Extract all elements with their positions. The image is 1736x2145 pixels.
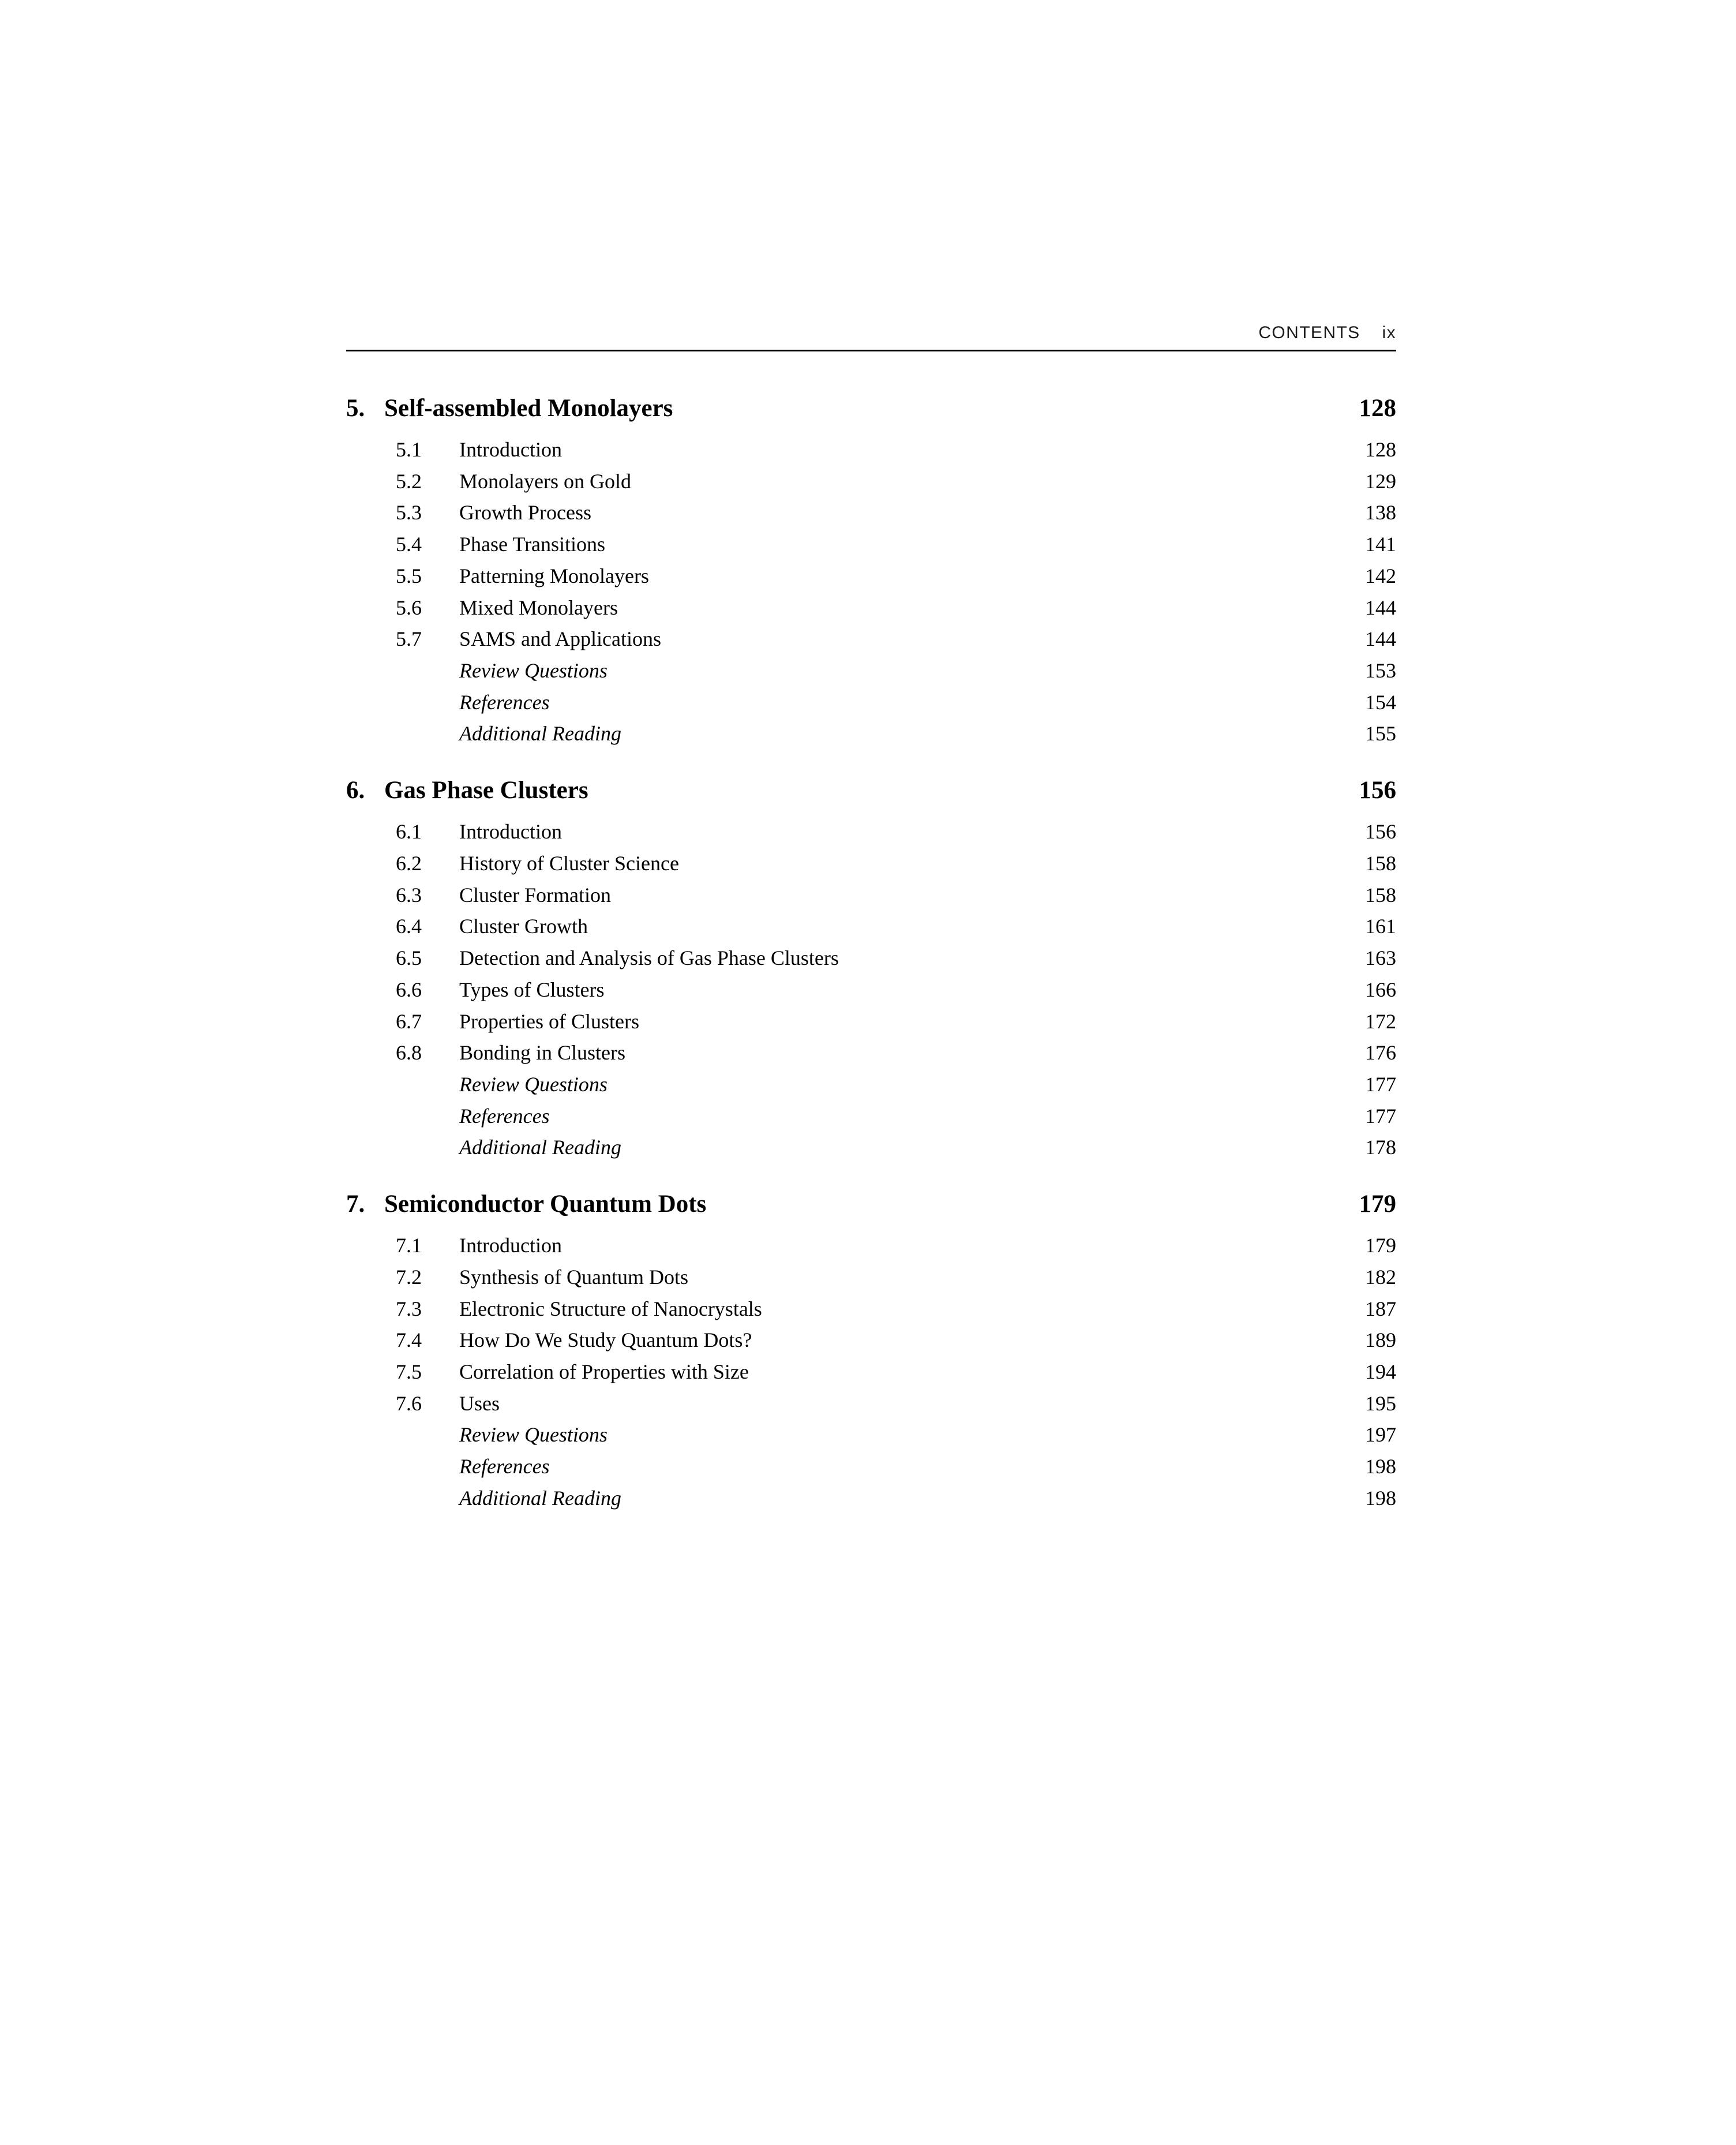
toc-entry-number: 5.5 xyxy=(396,564,422,587)
toc-entry[interactable] xyxy=(346,592,1396,624)
chapter-page-number: 156 xyxy=(1359,777,1396,804)
toc-entry[interactable] xyxy=(346,974,1396,1006)
toc-entry[interactable] xyxy=(346,911,1396,942)
toc-entry[interactable] xyxy=(346,466,1396,497)
table-of-contents xyxy=(346,394,1396,1514)
toc-entry-title: Review Questions xyxy=(459,1072,608,1096)
toc-entry-title: How Do We Study Quantum Dots? xyxy=(459,1328,752,1352)
toc-entry-page-number: 176 xyxy=(1365,1041,1396,1065)
toc-entry-page-number: 172 xyxy=(1365,1009,1396,1033)
toc-entry-page-number: 156 xyxy=(1365,820,1396,844)
toc-content xyxy=(346,323,1396,1541)
toc-entry-page-number: 194 xyxy=(1365,1360,1396,1383)
toc-entry-title: Uses xyxy=(459,1391,500,1415)
chapter-title: Semiconductor Quantum Dots xyxy=(384,1191,707,1218)
toc-entry[interactable] xyxy=(346,1069,1396,1100)
toc-chapter-group xyxy=(346,394,1396,750)
toc-entry-title: Additional Reading xyxy=(459,722,621,746)
running-head xyxy=(346,323,1396,350)
chapter-number: 6. xyxy=(346,777,365,804)
toc-entry[interactable] xyxy=(346,1356,1396,1388)
toc-entry-title: Introduction xyxy=(459,438,562,461)
toc-entry-page-number: 128 xyxy=(1365,438,1396,461)
toc-entry-title: Growth Process xyxy=(459,501,591,525)
toc-entry[interactable] xyxy=(346,1132,1396,1163)
toc-entry-page-number: 197 xyxy=(1365,1423,1396,1447)
toc-entry-title: Additional Reading xyxy=(459,1486,621,1510)
toc-entry-title: Types of Clusters xyxy=(459,978,605,1001)
toc-entry-page-number: 154 xyxy=(1365,690,1396,714)
toc-entry-page-number: 155 xyxy=(1365,722,1396,746)
toc-entry[interactable] xyxy=(346,560,1396,592)
toc-entry[interactable] xyxy=(346,1388,1396,1420)
toc-entry-page-number: 158 xyxy=(1365,883,1396,907)
toc-entry-page-number: 198 xyxy=(1365,1455,1396,1478)
toc-entry-page-number: 129 xyxy=(1365,469,1396,493)
toc-entry-number: 7.5 xyxy=(396,1360,422,1383)
toc-entry-title: Introduction xyxy=(459,1234,562,1257)
toc-entry[interactable] xyxy=(346,942,1396,974)
toc-entry-number: 7.4 xyxy=(396,1328,422,1352)
toc-entry[interactable] xyxy=(346,1419,1396,1451)
toc-entry-page-number: 158 xyxy=(1365,851,1396,875)
toc-entry-title: Electronic Structure of Nanocrystals xyxy=(459,1297,762,1320)
toc-entry-page-number: 179 xyxy=(1365,1234,1396,1257)
chapter-title: Self-assembled Monolayers xyxy=(384,395,673,422)
toc-entry-number: 5.2 xyxy=(396,469,422,493)
running-head-label: CONTENTS xyxy=(1258,323,1360,342)
chapter-number: 7. xyxy=(346,1191,365,1218)
chapter-page-number: 128 xyxy=(1359,395,1396,422)
toc-entry-page-number: 178 xyxy=(1365,1136,1396,1159)
toc-entry-number: 7.3 xyxy=(396,1297,422,1320)
toc-entry[interactable] xyxy=(346,718,1396,750)
toc-entry-number: 6.8 xyxy=(396,1041,422,1065)
toc-entry-page-number: 144 xyxy=(1365,627,1396,651)
toc-chapter-heading[interactable] xyxy=(346,1190,1396,1218)
toc-entry-page-number: 187 xyxy=(1365,1297,1396,1320)
toc-entry[interactable] xyxy=(346,623,1396,655)
toc-entry-page-number: 182 xyxy=(1365,1265,1396,1289)
chapter-number: 5. xyxy=(346,395,365,422)
toc-entry-number: 7.6 xyxy=(396,1391,422,1415)
toc-entry-number: 5.7 xyxy=(396,627,422,651)
toc-entry-title: References xyxy=(459,690,550,714)
toc-entry-title: Review Questions xyxy=(459,659,608,683)
toc-entry-page-number: 142 xyxy=(1365,564,1396,587)
toc-chapter-heading[interactable] xyxy=(346,394,1396,422)
toc-entry-page-number: 195 xyxy=(1365,1391,1396,1415)
toc-entry-page-number: 141 xyxy=(1365,533,1396,556)
toc-entry-page-number: 177 xyxy=(1365,1104,1396,1128)
toc-entry-page-number: 163 xyxy=(1365,946,1396,970)
toc-entry-title: Mixed Monolayers xyxy=(459,596,618,619)
toc-entry-title: Correlation of Properties with Size xyxy=(459,1360,749,1383)
toc-entry-page-number: 144 xyxy=(1365,596,1396,619)
toc-entry-number: 6.3 xyxy=(396,883,422,907)
toc-chapter-group xyxy=(346,776,1396,1163)
toc-entry-page-number: 161 xyxy=(1365,915,1396,938)
toc-entry-title: Properties of Clusters xyxy=(459,1009,639,1033)
toc-entry[interactable] xyxy=(346,1451,1396,1483)
toc-chapter-heading[interactable] xyxy=(346,776,1396,804)
toc-entry-title: References xyxy=(459,1455,550,1478)
toc-entry-title: Cluster Growth xyxy=(459,915,588,938)
toc-entry-title: History of Cluster Science xyxy=(459,851,679,875)
toc-entry-number: 6.1 xyxy=(396,820,422,844)
toc-entry-number: 5.4 xyxy=(396,533,422,556)
toc-entry[interactable] xyxy=(346,1293,1396,1325)
header-rule xyxy=(346,350,1396,351)
toc-entry-title: Review Questions xyxy=(459,1423,608,1447)
toc-entry-title: Bonding in Clusters xyxy=(459,1041,626,1065)
toc-entry-title: Patterning Monolayers xyxy=(459,564,649,587)
toc-entry-title: Phase Transitions xyxy=(459,533,606,556)
toc-entry-page-number: 138 xyxy=(1365,501,1396,525)
toc-entry-title: Introduction xyxy=(459,820,562,844)
toc-entry-number: 6.5 xyxy=(396,946,422,970)
toc-entry[interactable] xyxy=(346,1100,1396,1132)
toc-entry-page-number: 166 xyxy=(1365,978,1396,1001)
toc-entry[interactable] xyxy=(346,1324,1396,1356)
toc-entry[interactable] xyxy=(346,816,1396,848)
toc-entry-number: 7.1 xyxy=(396,1234,422,1257)
toc-entry[interactable] xyxy=(346,848,1396,879)
toc-entry[interactable] xyxy=(346,1261,1396,1293)
toc-entry-title: Detection and Analysis of Gas Phase Clusters xyxy=(459,946,839,970)
toc-entry-page-number: 198 xyxy=(1365,1486,1396,1510)
toc-entry[interactable] xyxy=(346,1006,1396,1038)
toc-entry-number: 5.3 xyxy=(396,501,422,525)
running-head-page-number: ix xyxy=(1382,323,1396,342)
toc-entry-page-number: 177 xyxy=(1365,1072,1396,1096)
toc-entry-title: Additional Reading xyxy=(459,1136,621,1159)
toc-entry[interactable] xyxy=(346,497,1396,529)
toc-entry-number: 6.4 xyxy=(396,915,422,938)
toc-entry[interactable] xyxy=(346,529,1396,560)
chapter-page-number: 179 xyxy=(1359,1191,1396,1218)
toc-entry-title: Monolayers on Gold xyxy=(459,469,631,493)
toc-entry-number: 6.6 xyxy=(396,978,422,1001)
toc-entry[interactable] xyxy=(346,655,1396,687)
toc-entry[interactable] xyxy=(346,879,1396,911)
toc-entry-number: 6.2 xyxy=(396,851,422,875)
toc-entry-title: References xyxy=(459,1104,550,1128)
toc-entry-title: Synthesis of Quantum Dots xyxy=(459,1265,689,1289)
toc-entry-number: 5.1 xyxy=(396,438,422,461)
toc-entry[interactable] xyxy=(346,687,1396,718)
toc-entry-number: 6.7 xyxy=(396,1009,422,1033)
toc-chapter-group xyxy=(346,1190,1396,1514)
toc-entry-title: Cluster Formation xyxy=(459,883,611,907)
toc-entry[interactable] xyxy=(346,1037,1396,1069)
chapter-title: Gas Phase Clusters xyxy=(384,777,588,804)
toc-entry-page-number: 189 xyxy=(1365,1328,1396,1352)
toc-entry-number: 7.2 xyxy=(396,1265,422,1289)
toc-entry[interactable] xyxy=(346,1483,1396,1514)
toc-entry-number: 5.6 xyxy=(396,596,422,619)
toc-entry-title: SAMS and Applications xyxy=(459,627,662,651)
toc-entry[interactable] xyxy=(346,1230,1396,1261)
toc-entry[interactable] xyxy=(346,434,1396,466)
toc-entry-page-number: 153 xyxy=(1365,659,1396,683)
